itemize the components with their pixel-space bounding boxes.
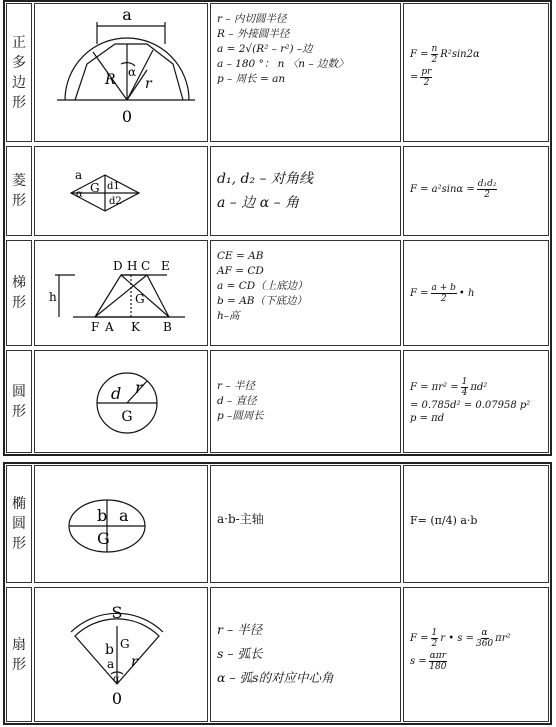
area-formula: F = πr² = $\frac{1}{4}$ πd² = 0.785d² = 0.07958 p² p = πd bbox=[403, 350, 549, 453]
label-H: H bbox=[127, 259, 138, 273]
label-G: G bbox=[120, 637, 130, 651]
label-alpha: α bbox=[76, 189, 83, 200]
label-C: C bbox=[141, 259, 151, 273]
area-formula: F = $\frac{1}{2}$ r • s = $\frac{\alpha}{360}$ πr² s = $\frac{\text{απr}}{180}$ bbox=[403, 587, 549, 722]
label-K: K bbox=[131, 320, 140, 334]
label-B: B bbox=[163, 320, 172, 334]
label-A: A bbox=[105, 320, 114, 334]
area-formula: F = $\frac{a + b}{2}$ • h bbox=[403, 240, 549, 346]
label-a: a bbox=[122, 5, 132, 24]
trapezoid-figure bbox=[34, 240, 208, 346]
label-d1: d1 bbox=[107, 181, 120, 192]
shape-name: 扇 形 bbox=[6, 587, 32, 722]
label-G: G bbox=[121, 409, 133, 425]
label-G: G bbox=[90, 181, 100, 195]
label-center: 0 bbox=[111, 689, 123, 708]
label-D: D bbox=[113, 259, 123, 273]
row-sector bbox=[5, 586, 550, 723]
variable-description: CE = AB AF = CD a = CD（上底边） b = AB（下底边） h–高 bbox=[210, 240, 401, 346]
label-a: a bbox=[107, 657, 115, 671]
row-trapezoid bbox=[5, 239, 550, 347]
label-alpha: α bbox=[113, 674, 120, 685]
label-S: S bbox=[111, 603, 123, 622]
area-formula: F = $\frac{n}{2}$ R²sin2α = $\frac{pr}{2}$ bbox=[403, 3, 549, 142]
variable-description: d₁, d₂ – 对角线 a – 边 α – 角 bbox=[210, 146, 401, 236]
shape-name: 椭 圆 形 bbox=[6, 465, 32, 583]
row-rhombus bbox=[5, 145, 550, 237]
label-d2: d2 bbox=[109, 196, 122, 207]
rhombus-figure bbox=[34, 146, 208, 236]
label-h: h bbox=[49, 290, 57, 304]
label-d: d bbox=[111, 384, 122, 403]
area-formula-table-2 bbox=[3, 462, 552, 725]
label-G: G bbox=[135, 292, 145, 306]
area-formula-table-1 bbox=[3, 0, 552, 456]
label-a: a bbox=[75, 168, 83, 182]
area-formula: F= (π/4) a·b bbox=[403, 465, 549, 583]
shape-name: 菱 形 bbox=[6, 146, 32, 236]
label-G: G bbox=[97, 529, 110, 548]
label-alpha: α bbox=[128, 65, 137, 79]
label-b: b bbox=[105, 642, 114, 658]
variable-description: r – 半径 d – 直径 p –圆周长 bbox=[210, 350, 401, 453]
shape-name: 正 多 边 形 bbox=[6, 3, 32, 142]
row-regular-polygon bbox=[5, 2, 550, 143]
ellipse-figure bbox=[34, 465, 208, 583]
row-ellipse bbox=[5, 464, 550, 584]
shape-name: 圆 形 bbox=[6, 350, 32, 453]
label-a: a bbox=[119, 506, 129, 525]
label-center: 0 bbox=[121, 107, 133, 126]
circle-figure bbox=[34, 350, 208, 453]
label-E: E bbox=[161, 259, 170, 273]
label-r: r bbox=[145, 76, 152, 92]
label-b: b bbox=[97, 506, 108, 525]
label-r: r bbox=[131, 654, 138, 670]
label-R: R bbox=[105, 72, 116, 88]
row-circle bbox=[5, 349, 550, 454]
label-r: r bbox=[135, 378, 143, 397]
variable-description: a·b-主轴 bbox=[210, 465, 401, 583]
sector-figure bbox=[34, 587, 208, 722]
variable-description: r – 内切圆半径 R – 外接圆半径 a = 2√(R² – r²) –边 a – 180 °： n 〈n – 边数〉 p – 周长 = an bbox=[210, 3, 401, 142]
label-F: F bbox=[91, 320, 100, 334]
shape-name: 梯 形 bbox=[6, 240, 32, 346]
area-formula: F = a²sinα = $\frac{\text{d₁d₂}}{2}$ bbox=[403, 146, 549, 236]
variable-description: r – 半径 s – 弧长 α – 弧s的对应中心角 bbox=[210, 587, 401, 722]
polygon-figure bbox=[34, 3, 208, 142]
